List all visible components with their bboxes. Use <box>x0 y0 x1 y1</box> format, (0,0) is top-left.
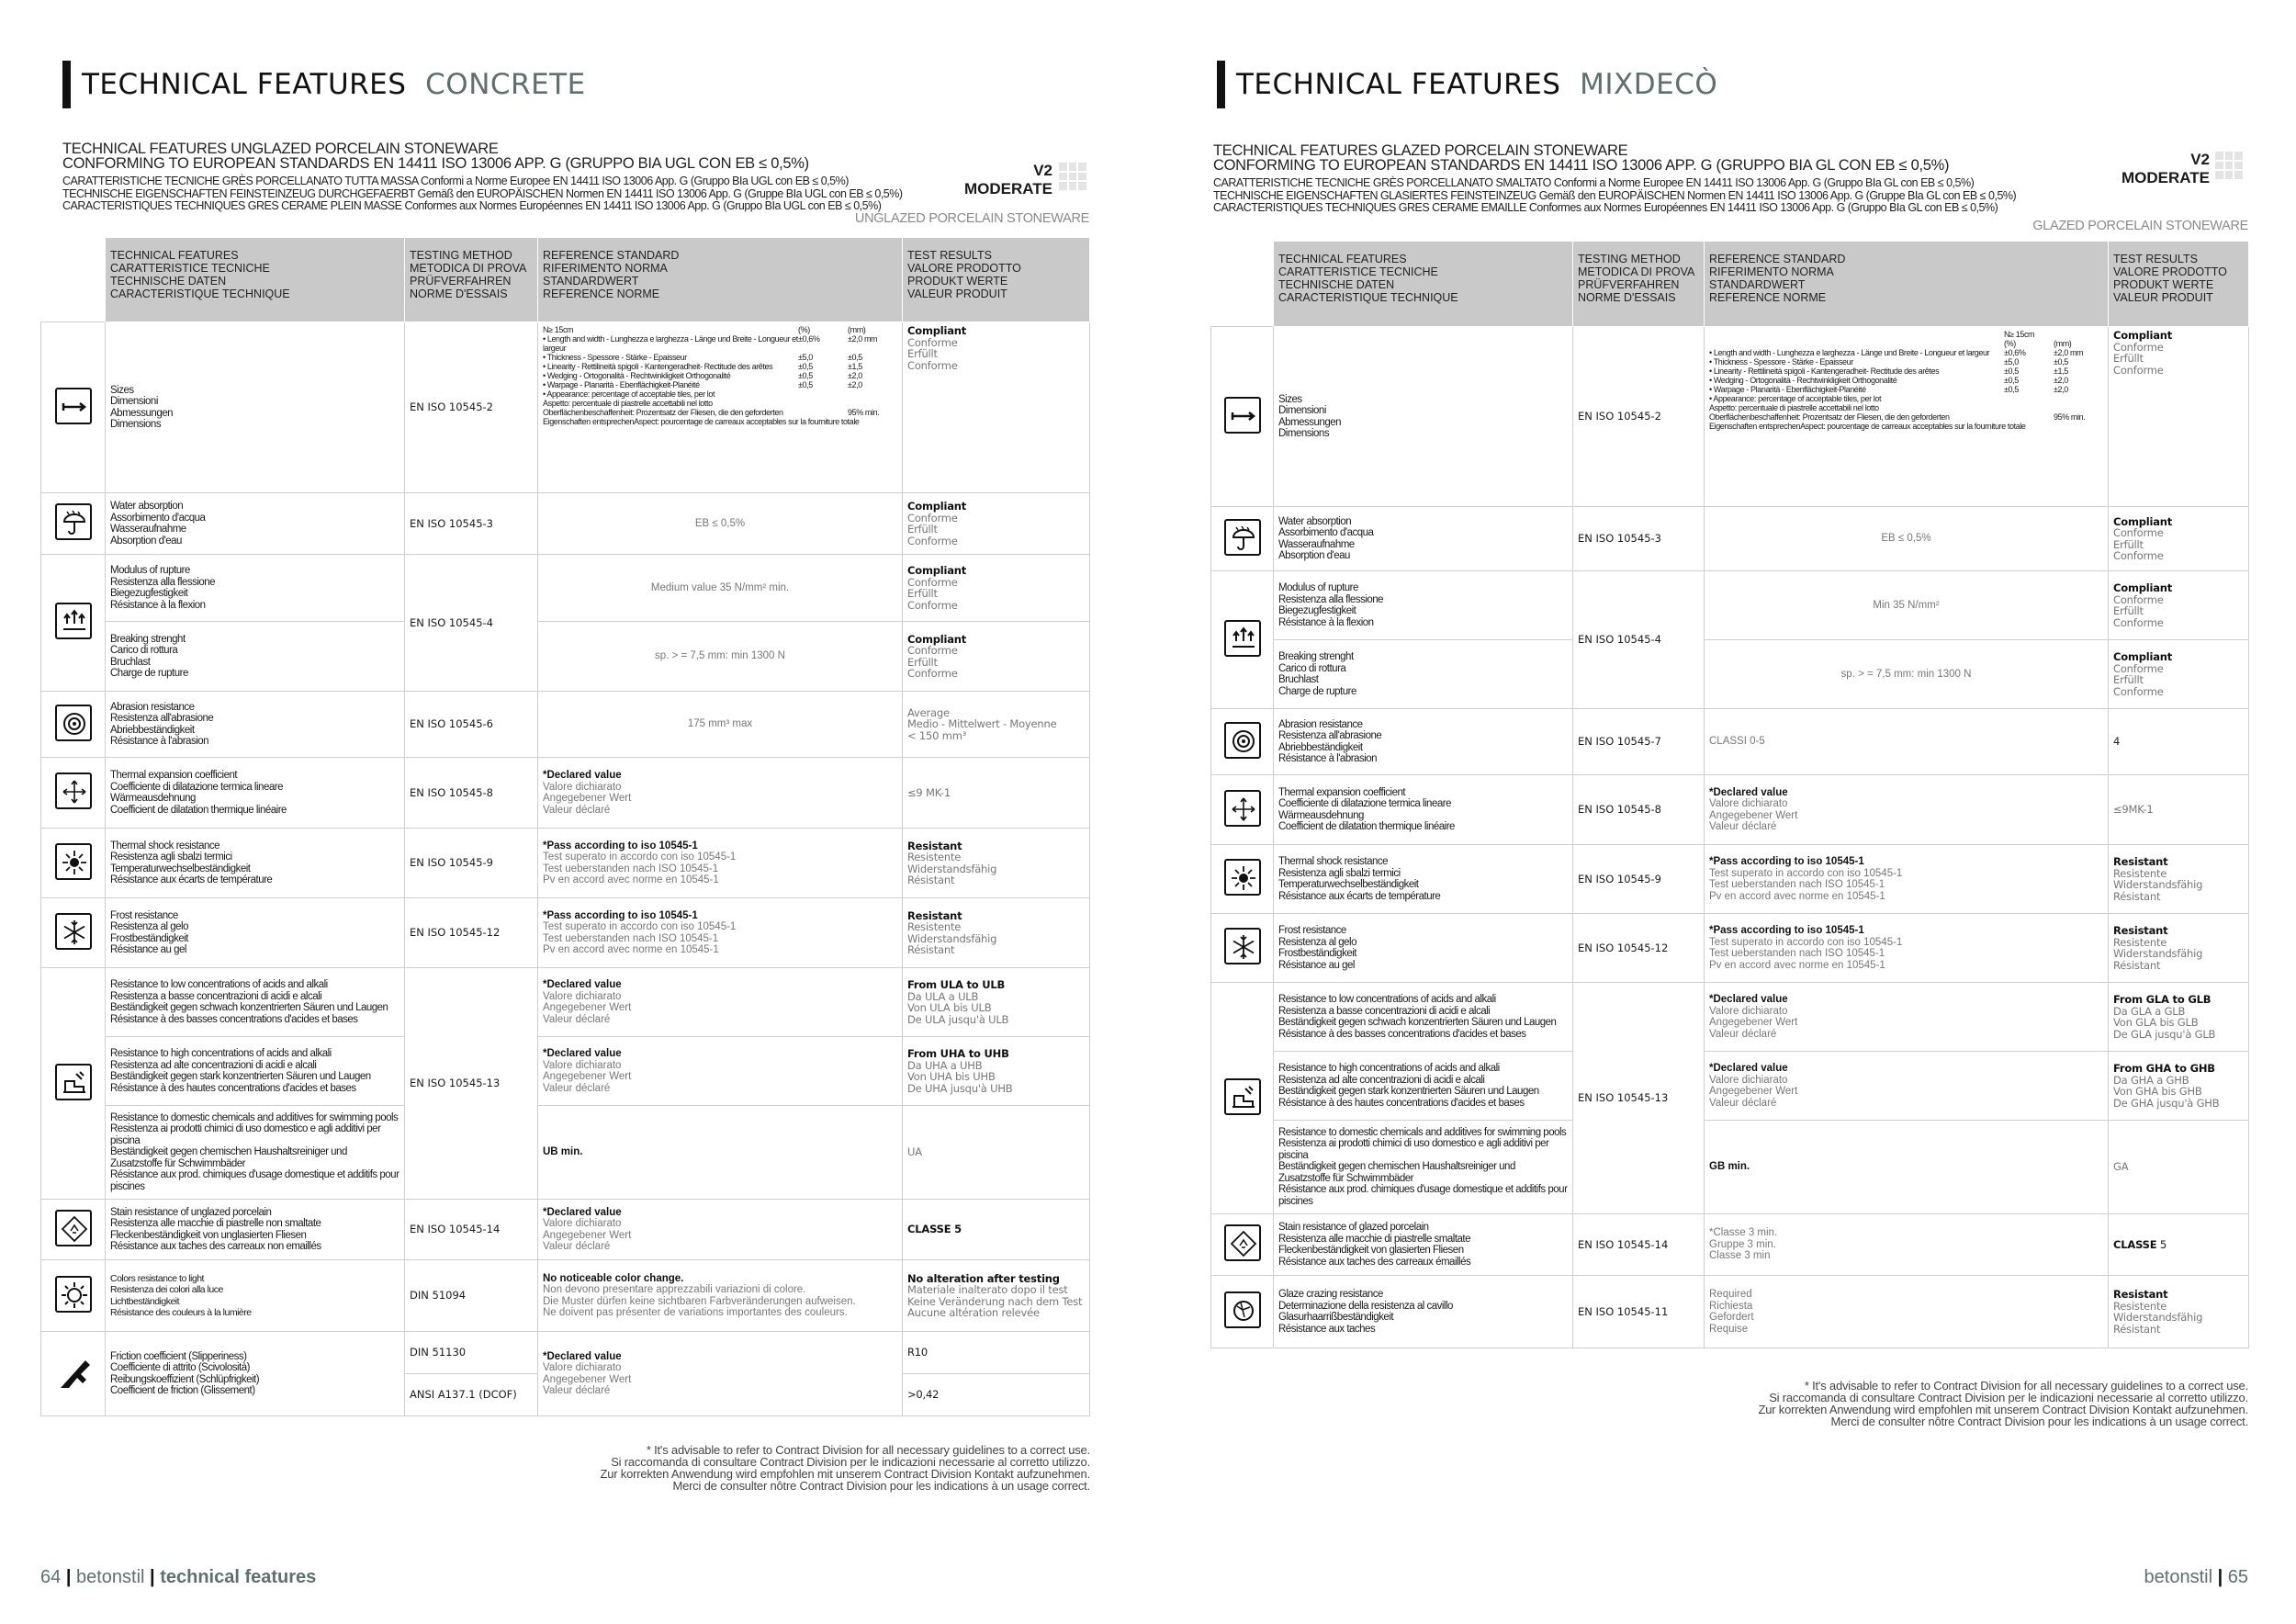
footnote: * It's advisable to refer to Contract Division for all necessary guidelines to a correct use. Si raccomanda di consultare Contract Division per le indicazioni necessarie al corretto utilizzo. Zur korrekten Anwendung wird empfohlen mit unserem Contract Division Kontakt aufzunehmen. Merci de consulter nôtre Contract Division pour les indications à un usage correct. <box>1758 1379 2248 1428</box>
col-feature: TECHNICAL FEATURES CARATTERISTICE TECNICHE TECHNISCHE DATEN CARACTERISTIQUE TECHNIQUE <box>106 238 405 322</box>
frost-icon <box>1224 928 1261 964</box>
col-feature: TECHNICAL FEATURES CARATTERISTICE TECNICHE TECHNISCHE DATEN CARACTERISTIQUE TECHNIQUE <box>1274 242 1573 327</box>
table-row: Breaking strenght Carico di rottura Bruchlast Charge de rupture sp. > = 7,5 mm: min 1300 N Compliant Conforme Erfüllt Conforme <box>1211 640 2249 709</box>
slip-resistance-icon <box>55 1354 92 1391</box>
header-block: TECHNICAL FEATURES UNGLAZED PORCELAIN STONEWARE CONFORMING TO EUROPEAN STANDARDS EN 14411 ISO 13006 APP. G (GRUPPO BIA UGL CON EB ≤ 0,5%) CARATTERISTICHE TECNICHE GRÈS PORCELLANATO TUTTA MASSA Conformi a Norme Europee EN 14411 ISO 13006 App. G (Gruppo BIa UGL con EB ≤ 0,5%) TECHNISCHE EIGENSCHAFTEN FEINSTEINZEUG DURCHGEFAERBT Gemäß den EUROPÄISCHEN Normen EN 14411 ISO 13006 App. G (Gruppe BIa UGL con EB ≤ 0,5%) CARACTERISTIQUES TECHNIQUES GRES CERAME PLEIN MASSE Conformes aux Normes Européennes EN 14411 ISO 13006 App. G (Gruppo BIa UGL con EB ≤ 0,5%) <box>62 141 903 212</box>
page-title: TECHNICAL FEATURES MIXDECÒ <box>1217 61 1717 108</box>
stain-icon <box>1224 1224 1261 1261</box>
abrasion-icon <box>1224 722 1261 759</box>
table-row: Resistance to domestic chemicals and additives for swimming pools Resistenza ai prodotti chimici di uso domestico e agli additivi per piscina Beständigkeit gegen chemischen Haushaltsreiniger und Zusatzstoffe für Schwimmbäder Résistance aux prod. chimiques d'usage domestique et additifs pour piscines UB min. UA <box>41 1106 1090 1200</box>
table-row: Stain resistance of unglazed porcelain Resistenza alle macchie di piastrelle non smaltate Fleckenbeständigkeit von unglasierten Fliesen Résistance aux taches des carreaux non emaillés EN ISO 10545-14 *Declared value Valore dichiarato Angegebener Wert Valeur déclaré CLASSE 5 <box>41 1200 1090 1260</box>
table-row: Friction coefficient (Slipperiness) Coefficiente di attrito (Scivolosità) Reibungskoeffizient (Schlüpfrigkeit) Coefficient de friction (Glissement) DIN 51130 *Declared value Valore dichiarato Angegebener Wert Valeur déclaré R10 <box>41 1332 1090 1374</box>
page-title: TECHNICAL FEATURES CONCRETE <box>62 61 586 108</box>
frost-icon <box>55 913 92 950</box>
col-reference: REFERENCE STANDARD RIFERIMENTO NORMA STANDARDWERT REFERENCE NORME <box>1705 242 2109 327</box>
subtitle: GLAZED PORCELAIN STONEWARE <box>2032 219 2248 233</box>
col-method: TESTING METHOD METODICA DI PROVA PRÜFVERFAHREN NORME D'ESSAIS <box>1573 242 1705 327</box>
thermal-expansion-icon <box>1224 790 1261 827</box>
table-row: Modulus of rupture Resistenza alla flessione Biegezugfestigkeit Résistance à la flexion EN ISO 10545-4 Min 35 N/mm² Compliant Conforme Erfüllt Conforme <box>1211 571 2249 640</box>
table-row: Breaking strenght Carico di rottura Bruchlast Charge de rupture sp. > = 7,5 mm: min 1300 N Compliant Conforme Erfüllt Conforme <box>41 622 1090 692</box>
flexion-icon <box>55 603 92 639</box>
col-reference: REFERENCE STANDARD RIFERIMENTO NORMA STANDARDWERT REFERENCE NORME <box>538 238 903 322</box>
table-row: Water absorption Assorbimento d'acqua Wasseraufnahme Absorption d'eau EN ISO 10545-3 EB ≤ 0,5% Compliant Conforme Erfüllt Conforme <box>1211 507 2249 571</box>
page-footer: betonstil | 65 <box>2144 1567 2248 1587</box>
flexion-icon <box>1224 620 1261 657</box>
table-row: Thermal shock resistance Resistenza agli sbalzi termici Temperaturwechselbeständigkeit Résistance aux écarts de température EN ISO 10545-9 *Pass according to iso 10545-1 Test superato in accordo con iso 10545-1 Test ueberstanden nach ISO 10545-1 Pv en accord avec norme en 10545-1 Resistant Resistente Widerstandsfähig Résistant <box>41 829 1090 898</box>
table-row: Sizes Dimensioni Abmessungen Dimensions EN ISO 10545-2 N≥ 15cm (%) (mm) • Length and width - Lunghezza e larghezza - Länge und Breite - Longueur et largeur ±0,6% ±2,0 mm • Thickness - Spessore - Stärke - Epaisseur ±5,0 ±0,5 • Linearity - Rettilineità spigoli - Kantengeradheit- Rectitude des arêtes ±0,5 ±1,5 • Wedging - Ortogonalità - Rechtwinkligkeit Orthogonalité ±0,5 ±2,0 • Warpage - Planarità - Ebenflächigkeit-Planéité ±0,5 ±2,0 • Appearance: percentage of acceptable tiles, per lot Aspetto: percentuale di piastrelle accettabili nel lotto Oberflächenbeschaffenheit: Prozentsatz der Fliesen, die den geforderten 95% min. Eigenschaften entsprechenAspect: pourcentage de carreaux acceptables sur la fourniture totale Compliant Conforme Erfüllt Conforme <box>1211 327 2249 507</box>
table-row: Frost resistance Resistenza al gelo Frostbeständigkeit Résistance au gel EN ISO 10545-12 *Pass according to iso 10545-1 Test superato in accordo con iso 10545-1 Test ueberstanden nach ISO 10545-1 Pv en accord avec norme en 10545-1 Resistant Resistente Widerstandsfähig Résistant <box>41 898 1090 968</box>
table-row: Thermal expansion coefficient Coefficiente di dilatazione termica lineare Wärmeausdehnung Coefficient de dilatation thermique linéaire EN ISO 10545-8 *Declared value Valore dichiarato Angegebener Wert Valeur déclaré ≤9MK-1 <box>1211 775 2249 845</box>
table-row: Stain resistance of glazed porcelain Resistenza alle macchie di piastrelle smaltate Fleckenbeständigkeit von glasierten Fliesen Résistance aux taches des carreaux émaillés EN ISO 10545-14 *Classe 3 min. Gruppe 3 min. Classe 3 min CLASSE 5 <box>1211 1214 2249 1276</box>
table-row: Resistance to high concentrations of acids and alkali Resistenza ad alte concentrazioni di acidi e alcali Beständigkeit gegen stark konzentrierten Säuren und Laugen Résistance à des hautes concentrations d'acides et bases *Declared value Valore dichiarato Angegebener Wert Valeur déclaré From UHA to UHB Da UHA a UHB Von UHA bis UHB De UHA jusqu'à UHB <box>41 1037 1090 1106</box>
table-row: Resistance to low concentrations of acids and alkali Resistenza a basse concentrazioni di acidi e alcali Beständigkeit gegen schwach konzentrierten Säuren und Laugen Résistance à des basses concentrations d'acides et bases EN ISO 10545-13 *Declared value Valore dichiarato Angegebener Wert Valeur déclaré From GLA to GLB Da GLA a GLB Von GLA bis GLB De GLA jusqu'à GLB <box>1211 983 2249 1052</box>
table-row: Water absorption Assorbimento d'acqua Wasseraufnahme Absorption d'eau EN ISO 10545-3 EB ≤ 0,5% Compliant Conforme Erfüllt Conforme <box>41 493 1090 555</box>
table-row: Colors resistance to light Resistenza dei colori alla luce Lichtbeständigkeit Résistance des couleurs à la lumière DIN 51094 No noticeable color change. Non devono presentare apprezzabili variazioni di colore. Die Muster dürfen keine sichtbaren Farbveränderungen aufweisen. Ne doivent pas présenter de variations importantes des couleurs. No alteration after testing Materiale inalterato dopo il test Keine Veränderung nach dem Test Aucune altération relevée <box>41 1260 1090 1332</box>
thermal-shock-icon <box>55 843 92 880</box>
water-absorption-icon <box>55 503 92 540</box>
grid-icon <box>2215 152 2243 179</box>
water-absorption-icon <box>1224 519 1261 556</box>
chemical-resistance-icon <box>55 1064 92 1100</box>
col-method: TESTING METHOD METODICA DI PROVA PRÜFVERFAHREN NORME D'ESSAIS <box>405 238 538 322</box>
grid-icon <box>1059 163 1086 190</box>
page-footer: 64 | betonstil | technical features <box>40 1567 317 1587</box>
light-fastness-icon <box>55 1276 92 1313</box>
features-table <box>40 237 1090 1416</box>
table-row: Resistance to low concentrations of acids and alkali Resistenza a basse concentrazioni di acidi e alcali Beständigkeit gegen schwach konzentrierten Säuren und Laugen Résistance à des basses concentrations d'acides et bases EN ISO 10545-13 *Declared value Valore dichiarato Angegebener Wert Valeur déclaré From ULA to ULB Da ULA a ULB Von ULA bis ULB De ULA jusqu'à ULB <box>41 968 1090 1037</box>
tile-dimension-icon <box>1224 397 1261 434</box>
col-result: TEST RESULTS VALORE PRODOTTO PRODUKT WERTE VALEUR PRODUIT <box>903 238 1090 322</box>
thermal-expansion-icon <box>55 773 92 809</box>
rating-badge: V2 MODERATE <box>2121 151 2210 186</box>
abrasion-icon <box>55 705 92 741</box>
table-row: Frost resistance Resistenza al gelo Frostbeständigkeit Résistance au gel EN ISO 10545-12 *Pass according to iso 10545-1 Test superato in accordo con iso 10545-1 Test ueberstanden nach ISO 10545-1 Pv en accord avec norme en 10545-1 Resistant Resistente Widerstandsfähig Résistant <box>1211 914 2249 983</box>
features-table <box>1210 241 2249 1348</box>
stain-icon <box>55 1210 92 1246</box>
table-row: Modulus of rupture Resistenza alla flessione Biegezugfestigkeit Résistance à la flexion EN ISO 10545-4 Medium value 35 N/mm² min. Compliant Conforme Erfüllt Conforme <box>41 555 1090 622</box>
header-block: TECHNICAL FEATURES GLAZED PORCELAIN STONEWARE CONFORMING TO EUROPEAN STANDARDS EN 14411 ISO 13006 APP. G (GRUPPO BIA GL CON EB ≤ 0,5%) CARATTERISTICHE TECNICHE GRÈS PORCELLANATO SMALTATO Conformi a Norme Europee EN 14411 ISO 13006 App. G (Gruppo BIa GL con EB ≤ 0,5%) TECHNISCHE EIGENSCHAFTEN GLASIERTES FEINSTEINZEUG Gemäß den EUROPÄISCHEN Normen EN 14411 ISO 13006 App. G (Gruppe BIa GL con EB ≤ 0,5%) CARACTERISTIQUES TECHNIQUES GRES CERAME EMAILLE Conformes aux Normes Européennes EN 14411 ISO 13006 App. G (Gruppo BIa GL con EB ≤ 0,5%) <box>1213 142 2017 214</box>
table-row: Resistance to high concentrations of acids and alkali Resistenza ad alte concentrazioni di acidi e alcali Beständigkeit gegen stark konzentrierten Säuren und Laugen Résistance à des hautes concentrations d'acides et bases *Declared value Valore dichiarato Angegebener Wert Valeur déclaré From GHA to GHB Da GHA a GHB Von GHA bis GHB De GHA jusqu'à GHB <box>1211 1052 2249 1121</box>
table-row: ANSI A137.1 (DCOF) >0,42 <box>41 1374 1090 1416</box>
table-row: Thermal expansion coefficient Coefficiente di dilatazione termica lineare Wärmeausdehnung Coefficient de dilatation thermique linéaire EN ISO 10545-8 *Declared value Valore dichiarato Angegebener Wert Valeur déclaré ≤9 MK-1 <box>41 758 1090 829</box>
table-row: Abrasion resistance Resistenza all'abrasione Abriebbeständigkeit Résistance à l'abrasion EN ISO 10545-7 CLASSI 0-5 4 <box>1211 709 2249 775</box>
table-row: Abrasion resistance Resistenza all'abrasione Abriebbeständigkeit Résistance à l'abrasion EN ISO 10545-6 175 mm³ max Average Medio - Mittelwert - Moyenne < 150 mm³ <box>41 692 1090 758</box>
glaze-crazing-icon <box>1224 1291 1261 1328</box>
subtitle: UNGLAZED PORCELAIN STONEWARE <box>854 211 1089 226</box>
right-page <box>1148 0 2296 1624</box>
table-row: Sizes Dimensioni Abmessungen Dimensions EN ISO 10545-2 N≥ 15cm (%) (mm) • Length and width - Lunghezza e larghezza - Länge und Breite - Longueur et largeur ±0,6% ±2,0 mm • Thickness - Spessore - Stärke - Epaisseur ±5,0 ±0,5 • Linearity - Rettilineità spigoli - Kantengeradheit- Rectitude des arêtes ±0,5 ±1,5 • Wedging - Ortogonalità - Rechtwinkligkeit Orthogonalité ±0,5 ±2,0 • Warpage - Planarità - Ebenflächigkeit-Planéité ±0,5 ±2,0 • Appearance: percentage of acceptable tiles, per lot Aspetto: percentuale di piastrelle accettabili nel lotto Oberflächenbeschaffenheit: Prozentsatz der Fliesen, die den geforderten 95% min. Eigenschaften entsprechenAspect: pourcentage de carreaux acceptables sur la fourniture totale Compliant Conforme Erfüllt Conforme <box>41 322 1090 493</box>
table-row: Glaze crazing resistance Determinazione della resistenza al cavillo Glasurhaarrißbeständigkeit Résistance aux taches EN ISO 10545-11 Required Richiesta Gefordert Requise Resistant Resistente Widerstandsfähig Résistant <box>1211 1276 2249 1348</box>
chemical-resistance-icon <box>1224 1078 1261 1115</box>
rating-badge: V2 MODERATE <box>963 162 1052 197</box>
col-result: TEST RESULTS VALORE PRODOTTO PRODUKT WERTE VALEUR PRODUIT <box>2109 242 2249 327</box>
table-row: Resistance to domestic chemicals and additives for swimming pools Resistenza ai prodotti chimici di uso domestico e agli additivi per piscina Beständigkeit gegen chemischen Haushaltsreiniger und Zusatzstoffe für Schwimmbäder Résistance aux prod. chimiques d'usage domestique et additifs pour piscines GB min. GA <box>1211 1121 2249 1214</box>
footnote: * It's advisable to refer to Contract Division for all necessary guidelines to a correct use. Si raccomanda di consultare Contract Division per le indicazioni necessarie al corretto utilizzo. Zur korrekten Anwendung wird empfohlen mit unserem Contract Division Kontakt aufzunehmen. Merci de consulter nôtre Contract Division pour les indications à un usage correct. <box>600 1443 1090 1493</box>
thermal-shock-icon <box>1224 859 1261 896</box>
table-row: Thermal shock resistance Resistenza agli sbalzi termici Temperaturwechselbeständigkeit Résistance aux écarts de température EN ISO 10545-9 *Pass according to iso 10545-1 Test superato in accordo con iso 10545-1 Test ueberstanden nach ISO 10545-1 Pv en accord avec norme en 10545-1 Resistant Resistente Widerstandsfähig Résistant <box>1211 845 2249 914</box>
tile-dimension-icon <box>55 388 92 424</box>
